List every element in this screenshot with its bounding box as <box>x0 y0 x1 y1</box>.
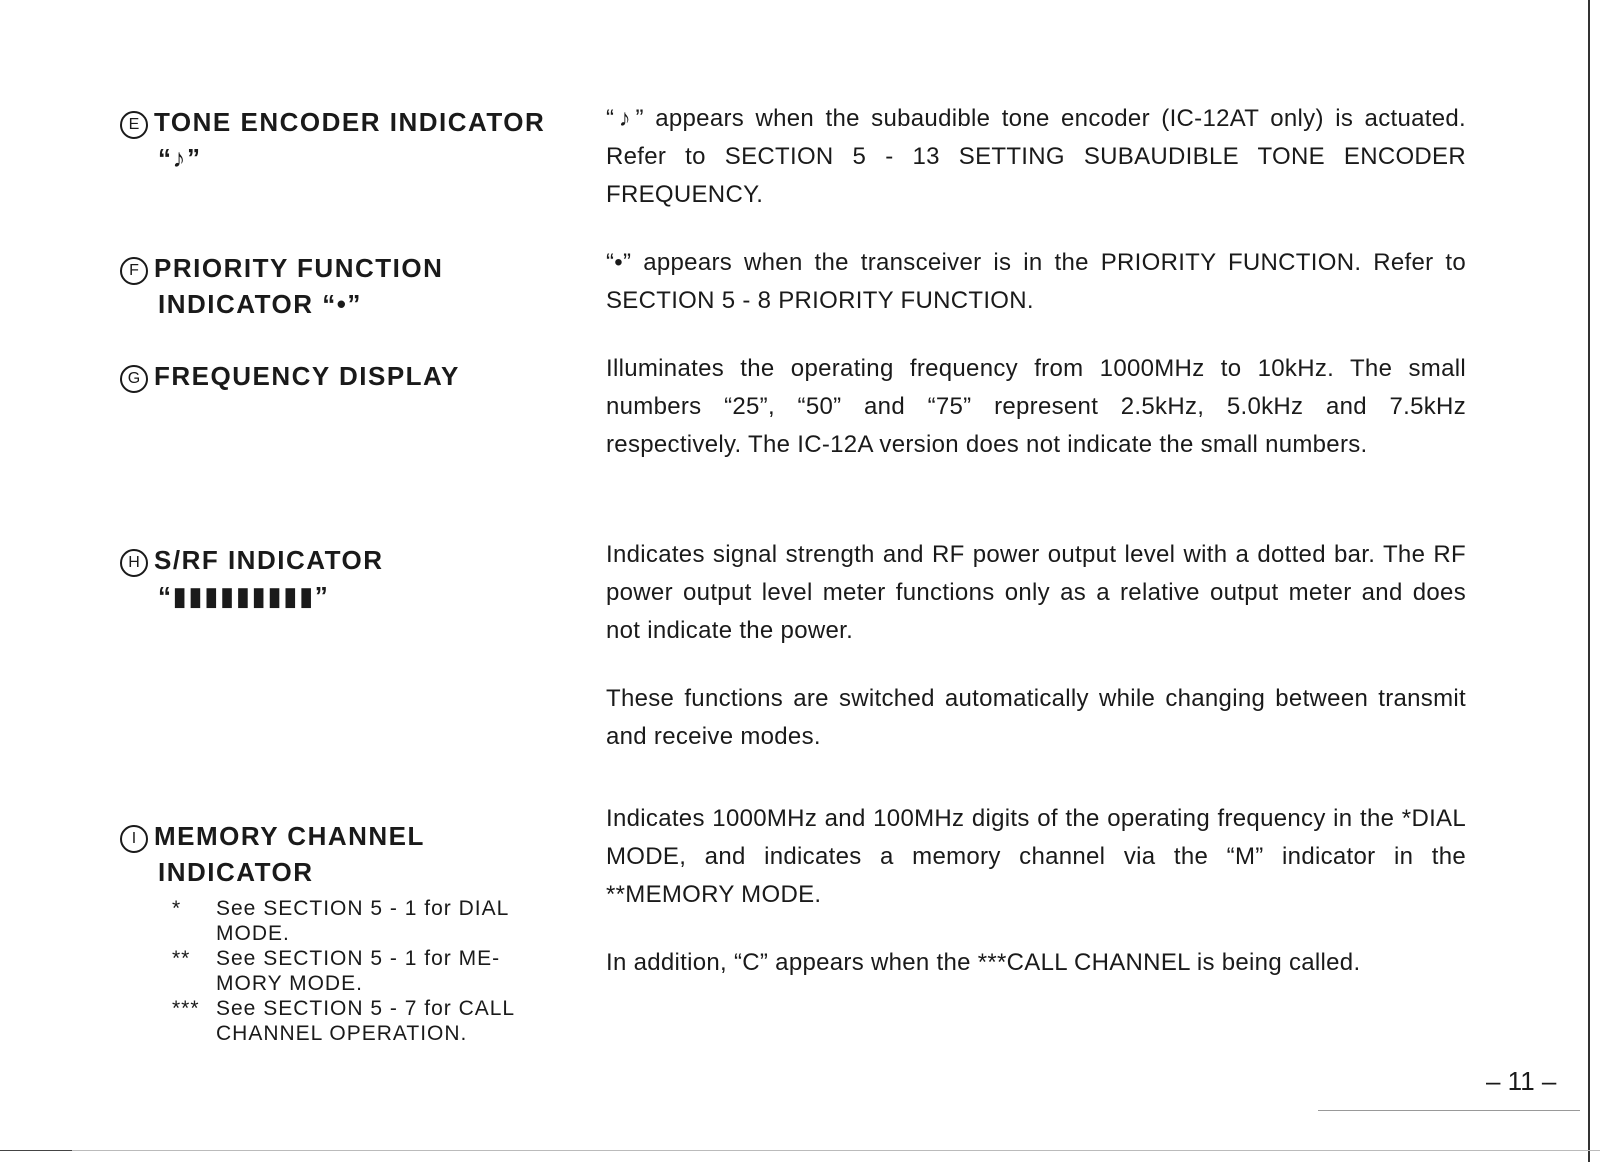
heading-line1: MEMORY CHANNEL <box>154 821 425 851</box>
circled-letter-g: G <box>120 365 148 393</box>
footnote <box>172 896 556 946</box>
footer-rule <box>1318 1110 1580 1111</box>
footnote <box>172 996 556 1046</box>
page-number: – 11 – <box>1486 1066 1557 1096</box>
circled-letter-e: E <box>120 111 148 139</box>
circled-letter-f: F <box>120 257 148 285</box>
frequency-display-description <box>606 350 1466 464</box>
paragraph: Indicates signal strength and RF power output level with a dotted bar. The RF power output level meter functions only as a relative output meter and does not indicate the power. <box>606 541 1466 644</box>
heading-line1: S/RF INDICATOR <box>154 545 384 575</box>
memory-channel-description <box>606 800 1466 982</box>
heading-line1: PRIORITY FUNCTION <box>154 253 444 283</box>
footnote-mark: *** <box>172 997 200 1020</box>
footnote-text: See SECTION 5 - 1 for ME-MORY MODE. <box>216 947 501 995</box>
heading-s-rf-indicator <box>120 542 383 614</box>
footnotes <box>172 896 556 1046</box>
heading-line2: “♪” <box>158 143 202 173</box>
heading-line2: INDICATOR <box>158 857 314 887</box>
circled-letter-h: H <box>120 549 148 577</box>
heading-memory-channel-indicator <box>120 818 425 890</box>
footnote <box>172 946 556 996</box>
heading-line2: INDICATOR “•” <box>158 289 362 319</box>
paragraph: These functions are switched automatically while changing between transmit and receive modes. <box>606 685 1466 750</box>
circled-letter-i: I <box>120 825 148 853</box>
heading-line1: TONE ENCODER INDICATOR <box>154 107 546 137</box>
footnote-mark: ** <box>172 947 191 970</box>
heading-line1: FREQUENCY DISPLAY <box>154 361 460 391</box>
paragraph: Illuminates the operating frequency from 1000MHz to 10kHz. The small numbers “25”, “50” and “75” represent 2.5kHz, 5.0kHz and 7.5kHz respectively. The IC-12A version does not indicate the small numbers. <box>606 355 1466 458</box>
heading-priority-function-indicator <box>120 250 443 322</box>
bottom-margin-rule <box>0 1150 1600 1151</box>
footnote-text: See SECTION 5 - 7 for CALL CHANNEL OPERATION. <box>216 997 515 1045</box>
tone-encoder-description <box>606 100 1466 214</box>
paragraph: “•” appears when the transceiver is in the PRIORITY FUNCTION. Refer to SECTION 5 - 8 PRIORITY FUNCTION. <box>606 249 1466 314</box>
footnote-mark: * <box>172 897 182 920</box>
priority-function-description <box>606 244 1466 320</box>
paragraph: “♪” appears when the subaudible tone encoder (IC-12AT only) is actuated. Refer to SECTION 5 - 13 SETTING SUBAUDIBLE TONE ENCODER FREQUENCY. <box>606 105 1466 208</box>
s-rf-indicator-description <box>606 536 1466 756</box>
paragraph: Indicates 1000MHz and 100MHz digits of the operating frequency in the *DIAL MODE, and indicates a memory channel via the “M” indicator in the **MEMORY MODE. <box>606 805 1466 908</box>
footnote-text: See SECTION 5 - 1 for DIAL MODE. <box>216 897 509 945</box>
right-margin-rule <box>1588 0 1590 1162</box>
paragraph: In addition, “C” appears when the ***CALL CHANNEL is being called. <box>606 949 1361 976</box>
heading-frequency-display <box>120 358 460 394</box>
heading-line2: “▮▮▮▮▮▮▮▮▮” <box>158 581 330 611</box>
heading-tone-encoder-indicator <box>120 104 545 176</box>
